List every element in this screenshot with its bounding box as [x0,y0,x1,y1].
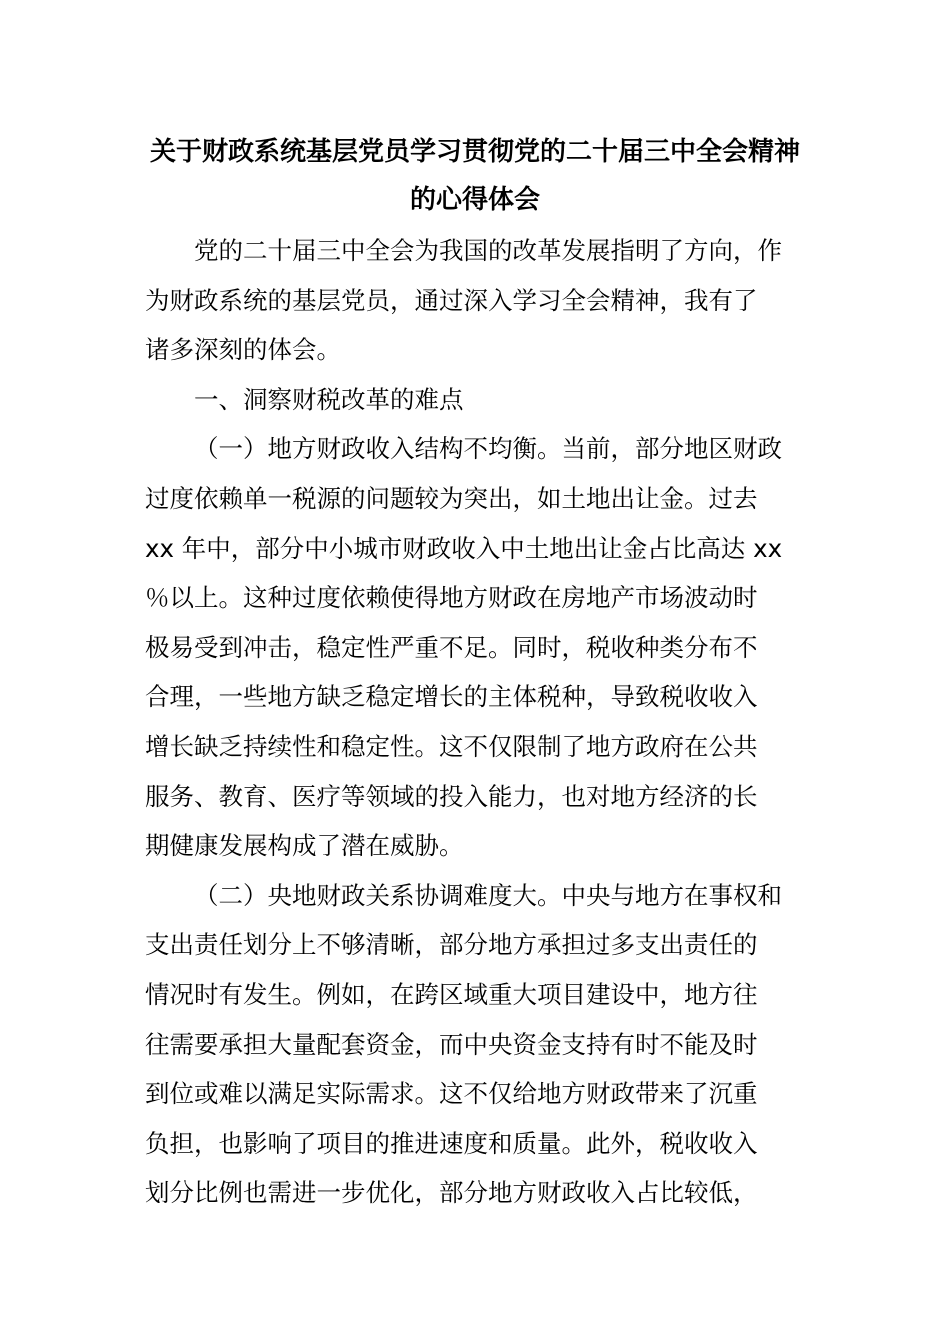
text-line: 往需要承担大量配套资金，而中央资金支持有时不能及时 [145,1029,758,1059]
text-line: xx 年中，部分中小城市财政收入中土地出让金占比高达 xx [145,533,783,563]
text-line: （二）央地财政关系协调难度大。中央与地方在事权和 [194,880,782,910]
text-line: 一、洞察财税改革的难点 [194,384,464,414]
text-line: 到位或难以满足实际需求。这不仅给地方财政带来了沉重 [145,1079,758,1109]
text-line: 服务、教育、医疗等领域的投入能力，也对地方经济的长 [145,781,758,811]
text-line: 支出责任划分上不够清晰，部分地方承担过多支出责任的 [145,930,758,960]
text-line: 过度依赖单一税源的问题较为突出，如土地出让金。过去 [145,483,758,513]
document-body [145,226,815,1218]
text-line: 负担，也影响了项目的推进速度和质量。此外，税收收入 [145,1128,758,1158]
text-line: ％以上。这种过度依赖使得地方财政在房地产市场波动时 [145,583,758,613]
title-line-2: 的心得体会 [409,185,540,215]
text-line: （一）地方财政收入结构不均衡。当前，部分地区财政 [194,434,782,464]
text-line: 增长缺乏持续性和稳定性。这不仅限制了地方政府在公共 [145,731,758,761]
text-line: 合理，一些地方缺乏稳定增长的主体税种，导致税收收入 [145,682,758,712]
text-line: 为财政系统的基层党员，通过深入学习全会精神，我有了 [145,285,758,315]
text-line: 诸多深刻的体会。 [145,335,341,365]
text-line: 极易受到冲击，稳定性严重不足。同时，税收种类分布不 [145,632,758,662]
title-line-1: 关于财政系统基层党员学习贯彻党的二十届三中全会精神 [149,137,800,167]
text-line: 期健康发展构成了潜在威胁。 [145,831,464,861]
text-line: 情况时有发生。例如，在跨区域重大项目建设中，地方往 [145,979,758,1009]
text-line: 划分比例也需进一步优化，部分地方财政收入占比较低， [145,1178,758,1208]
document-title [145,128,805,224]
text-line: 党的二十届三中全会为我国的改革发展指明了方向，作 [194,236,782,265]
